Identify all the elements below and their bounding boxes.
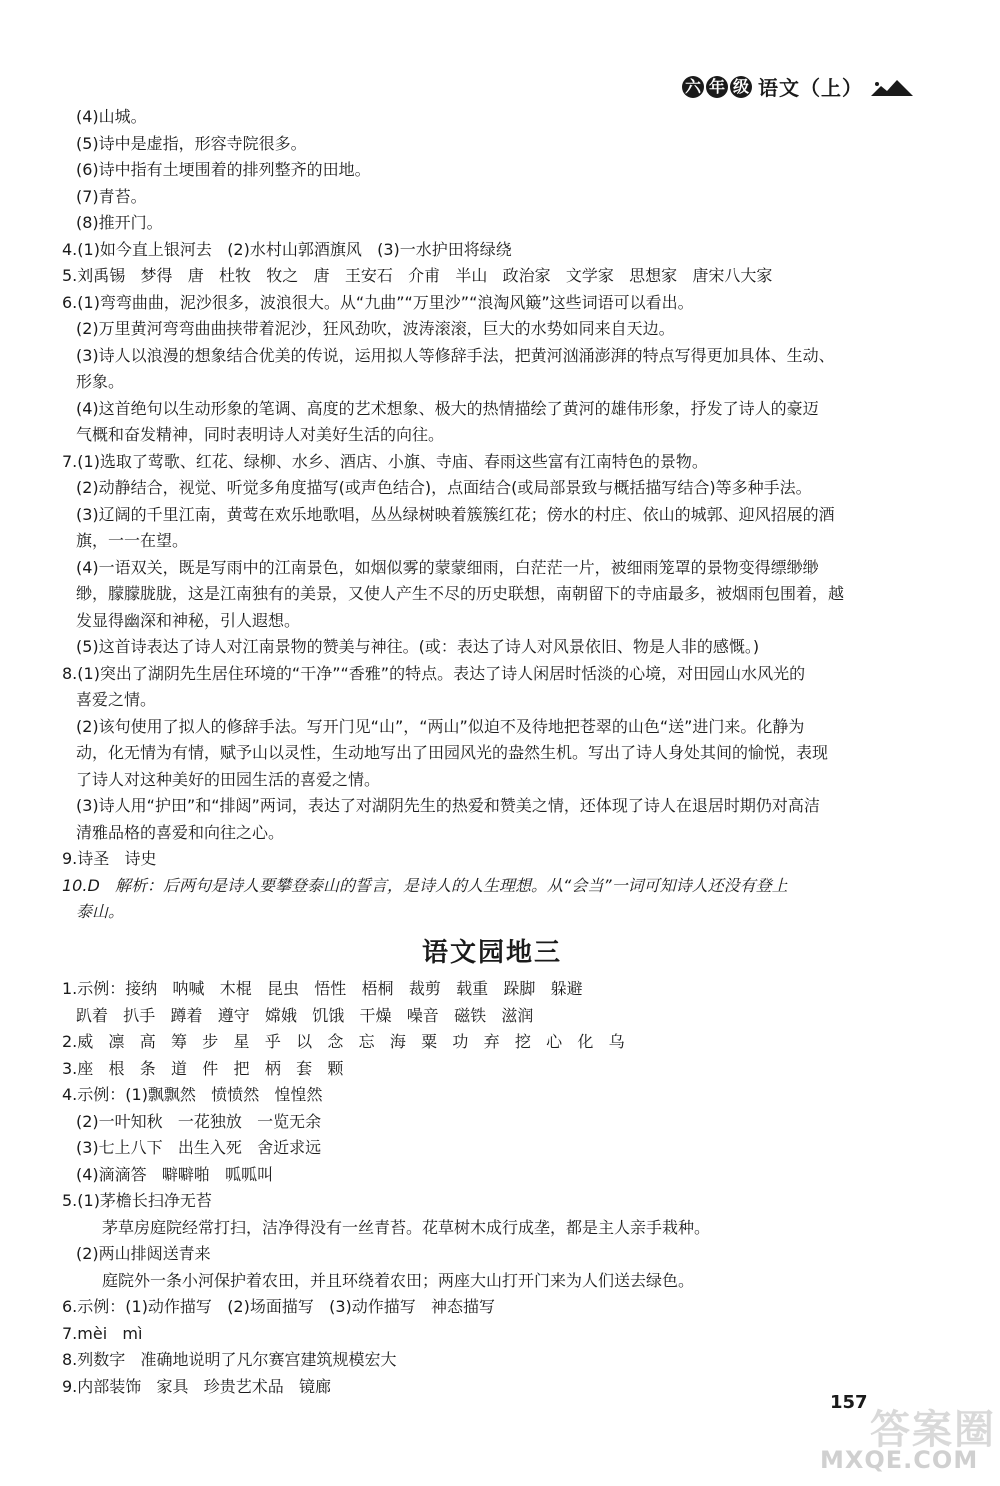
answer-line: 茅草房庭院经常打扫，洁净得没有一丝青苔。花草树木成行成垄，都是主人亲手栽种。 — [102, 1217, 711, 1237]
answer-line: 6.(1)弯弯曲曲，泥沙很多，波浪很大。从“九曲”“万里沙”“浪淘风簸”这些词语可以看出。 — [62, 292, 694, 312]
answer-line: (3)诗人用“护田”和“排闼”两词，表达了对湖阴先生的热爱和赞美之情，还体现了诗人在退居时期仍对高洁 — [76, 796, 820, 815]
answer-line: (2)两山排闼送青来 — [76, 1244, 211, 1263]
answer-line: (2)一叶知秋 一花独放 一览无余 — [76, 1111, 322, 1131]
answer-line: 泰山。 — [76, 902, 125, 921]
answer-line: (6)诗中指有土埂围着的排列整齐的田地。 — [76, 160, 371, 179]
grade-char: 年 — [706, 76, 728, 98]
answer-line: (5)这首诗表达了诗人对江南景物的赞美与神往。(或：表达了诗人对风景依旧、物是人非的感慨。) — [76, 637, 760, 656]
answers-section-2 — [62, 976, 922, 1400]
answer-line: 10.D 解析：后两句是诗人要攀登泰山的誓言，是诗人的人生理想。从“会当”一词可知诗人还没有登上 — [62, 875, 788, 895]
answer-line: 7.(1)选取了莺歌、红花、绿柳、水乡、酒店、小旗、寺庙、春雨这些富有江南特色的景物。 — [62, 451, 708, 471]
answer-line: (2)动静结合，视觉、听觉多角度描写(或声色结合)，点面结合(或局部景致与概括描写结合)等多种手法。 — [76, 478, 812, 497]
answer-line: 发显得幽深和神秘，引人遐想。 — [76, 610, 301, 630]
answer-line: 清雅品格的喜爱和向往之心。 — [76, 822, 285, 842]
answer-line: 9.诗圣 诗史 — [62, 849, 157, 868]
answer-line: (5)诗中是虚指，形容寺院很多。 — [76, 133, 307, 153]
answer-line: (4)一语双关，既是写雨中的江南景色，如烟似雾的蒙蒙细雨，白茫茫一片，被细雨笼罩的景物变得缥缈缈 — [76, 557, 819, 577]
answer-line: 4.(1)如今直上银河去 (2)水村山郭酒旗风 (3)一水护田将绿绕 — [62, 239, 512, 259]
answer-line: 气概和奋发精神，同时表明诗人对美好生活的向往。 — [76, 425, 445, 444]
answer-line: 形象。 — [76, 372, 125, 391]
page-header — [682, 72, 915, 101]
answer-line: 6.示例：(1)动作描写 (2)场面描写 (3)动作描写 神态描写 — [62, 1297, 496, 1316]
answer-line: (3)辽阔的千里江南，黄莺在欢乐地歌唱，丛丛绿树映着簇簇红花；傍水的村庄、依山的城郭、迎风招展的酒 — [76, 504, 835, 524]
answer-line: 趴着 扒手 蹲着 遵守 嫦娥 饥饿 干燥 噪音 磁铁 滋润 — [76, 1005, 534, 1025]
answer-line: (3)七上八下 出生入死 舍近求远 — [76, 1138, 322, 1157]
answer-line: 7.mèi mì — [62, 1323, 143, 1343]
answer-line: 8.列数字 准确地说明了凡尔赛宫建筑规模宏大 — [62, 1350, 397, 1369]
answer-line: 缈，朦朦胧胧，这是江南独有的美景，又使人产生不尽的历史联想，南朝留下的寺庙最多，被烟雨包围着，越 — [76, 584, 845, 603]
answer-line: (7)青苔。 — [76, 186, 147, 206]
answer-line: 庭院外一条小河保护着农田，并且环绕着农田；两座大山打开门来为人们送去绿色。 — [102, 1270, 695, 1290]
answer-line: (3)诗人以浪漫的想象结合优美的传说，运用拟人等修辞手法，把黄河汹涌澎湃的特点写得更加具体、生动、 — [76, 345, 835, 365]
answer-line: 5.(1)茅檐长扫净无苔 — [62, 1191, 212, 1210]
answers-section-1 — [62, 104, 922, 926]
answer-line: 5.刘禹锡 梦得 唐 杜牧 牧之 唐 王安石 介甫 半山 政治家 文学家 思想家 唐宋八大家 — [62, 266, 773, 285]
section-title: 语文园地三 — [421, 937, 562, 968]
answer-line: (4)这首绝句以生动形象的笔调、高度的艺术想象、极大的热情描绘了黄河的雄伟形象，抒发了诗人的豪迈 — [76, 398, 819, 418]
answer-line: 了诗人对这种美好的田园生活的喜爱之情。 — [76, 769, 381, 789]
answer-line: (2)万里黄河弯弯曲曲挟带着泥沙，狂风劲吹，波涛滚滚，巨大的水势如同来自天边。 — [76, 319, 675, 338]
watermark-logo: 答案圈 — [870, 1406, 996, 1453]
answer-line: 动，化无情为有情，赋予山以灵性，生动地写出了田园风光的盎然生机。写出了诗人身处其间的愉悦，表现 — [76, 743, 829, 762]
answer-line: (2)该句使用了拟人的修辞手法。写开门见“山”，“两山”似迫不及待地把苍翠的山色“送”进门来。化静为 — [76, 716, 805, 736]
answer-line: 4.示例：(1)飘飘然 愤愤然 惶惶然 — [62, 1085, 323, 1104]
grade-char: 级 — [730, 76, 752, 98]
answer-line: (4)滴滴答 噼噼啪 呱呱叫 — [76, 1164, 274, 1184]
answer-line: 1.示例：接纳 呐喊 木棍 昆虫 悟性 梧桐 裁剪 载重 跺脚 躲避 — [62, 979, 583, 998]
answer-line: 2.威 凛 高 筹 步 星 乎 以 念 忘 海 粟 功 弃 挖 心 化 乌 — [62, 1032, 625, 1051]
answer-line: (8)推开门。 — [76, 213, 163, 232]
grade-char: 六 — [682, 76, 704, 98]
subject-title: 语文（上） — [758, 76, 863, 100]
grade-badge — [682, 76, 752, 98]
page-number: 157 — [830, 1392, 868, 1413]
answer-line: (4)山城。 — [76, 107, 147, 126]
answer-line: 旗，一一在望。 — [76, 531, 189, 550]
answer-line: 喜爱之情。 — [76, 690, 157, 709]
answer-content — [62, 104, 922, 1400]
answer-line: 3.座 根 条 道 件 把 柄 套 颗 — [62, 1058, 344, 1078]
answer-line: 9.内部装饰 家具 珍贵艺术品 镜廊 — [62, 1376, 332, 1396]
watermark-url: MXQE.COM — [820, 1446, 979, 1474]
mountain-deco-icon — [869, 76, 915, 98]
answer-line: 8.(1)突出了湖阴先生居住环境的“干净”“香雅”的特点。表达了诗人闲居时恬淡的心境，对田园山水风光的 — [62, 663, 806, 683]
